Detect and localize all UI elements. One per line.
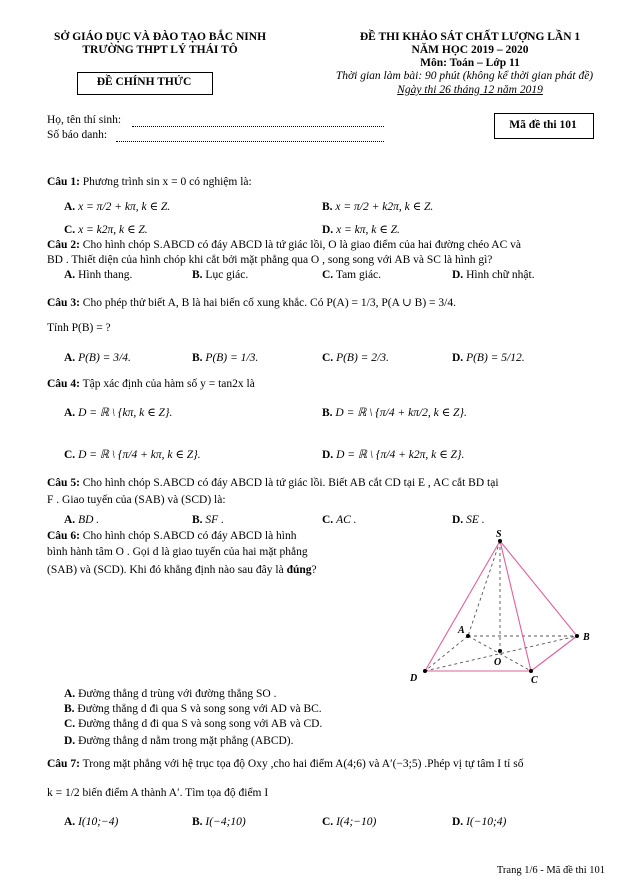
q3-ask: Tính P(B) = ?	[47, 322, 111, 334]
edge-AD	[425, 636, 468, 671]
question-3	[47, 295, 456, 309]
school-name: TRƯỜNG THPT LÝ THÁI TÔ	[82, 44, 238, 56]
q1-label: Câu 1:	[47, 176, 80, 188]
q4-label: Câu 4:	[47, 378, 80, 390]
q6-line2: bình hành tâm O . Gọi d là giao tuyến của hai mặt phẳng	[47, 546, 308, 558]
q1-option-c[interactable]: C. x = k2π, k ∈ Z.	[64, 224, 148, 236]
q6-line1: Cho hình chóp S.ABCD có đáy ABCD là hình	[82, 530, 297, 542]
q2-label: Câu 2:	[47, 239, 80, 251]
q7-line2: k = 1/2 biến điểm A thành A′. Tìm tọa độ điểm I	[47, 787, 269, 799]
q3-option-a[interactable]: A. P(B) = 3/4.	[64, 352, 131, 364]
q3-option-d[interactable]: D. P(B) = 5/12.	[452, 352, 525, 364]
q3-text: Cho phép thử biết A, B là hai biến cố xung khắc. Có P(A) = 1/3, P(A ∪ B) = 3/4.	[82, 297, 456, 309]
dept-name: SỞ GIÁO DỤC VÀ ĐÀO TẠO BẮC NINH	[53, 31, 267, 43]
q3-option-c[interactable]: C. P(B) = 2/3.	[322, 352, 389, 364]
q3-option-b[interactable]: B. P(B) = 1/3.	[192, 352, 259, 364]
subject: Môn: Toán – Lớp 11	[420, 57, 520, 69]
q4-option-c[interactable]: C. D = ℝ \ {π/4 + kπ, k ∈ Z}.	[64, 449, 201, 461]
q7-option-a[interactable]: A. I(10;−4)	[64, 816, 119, 828]
label-O: O	[494, 657, 502, 668]
point-A	[466, 634, 470, 638]
question-7	[47, 758, 523, 770]
q5-option-c[interactable]: C. AC .	[322, 514, 357, 526]
q1-text: Phương trình sin x = 0 có nghiệm là:	[82, 176, 252, 188]
q2-line2: BD . Thiết diện của hình chóp khi cắt bởi mặt phẳng qua O , song song với AB và SC là hình gì?	[47, 254, 493, 266]
q1-option-d[interactable]: D. x = kπ, k ∈ Z.	[322, 224, 400, 236]
name-label: Họ, tên thí sinh:	[47, 114, 122, 126]
label-D: D	[410, 673, 418, 684]
question-1	[47, 176, 252, 188]
q2-line1: Cho hình chóp S.ABCD có đáy ABCD là tứ giác lồi, O là giao điểm của hai đường chéo AC và	[82, 239, 522, 251]
q3-label: Câu 3:	[47, 297, 80, 309]
q6-emphasis: đúng	[286, 564, 312, 576]
q7-option-c[interactable]: C. I(4;−10)	[322, 816, 377, 828]
point-C	[529, 669, 533, 673]
exam-date: Ngày thi 26 tháng 12 năm 2019	[397, 84, 543, 96]
q1-option-a[interactable]: A. x = π/2 + kπ, k ∈ Z.	[64, 201, 171, 213]
q6-option-d[interactable]: D. Đường thẳng d nằm trong mặt phẳng (ABCD).	[64, 735, 294, 747]
q5-option-d[interactable]: D. SE .	[452, 514, 485, 526]
q6-option-a[interactable]: A. Đường thẳng d trùng với đường thẳng SO .	[64, 688, 277, 700]
q2-option-d[interactable]: D. Hình chữ nhật.	[452, 269, 535, 281]
q2-option-b[interactable]: B. Lục giác.	[192, 269, 249, 281]
id-field[interactable]	[116, 141, 384, 142]
exam-title: ĐỀ THI KHẢO SÁT CHẤT LƯỢNG LẦN 1	[359, 31, 581, 43]
q6-line3: (SAB) và (SCD). Khi đó khẳng định nào sau đây là đúng?	[47, 564, 317, 576]
q7-option-b[interactable]: B. I(−4;10)	[192, 816, 246, 828]
point-D	[423, 669, 427, 673]
question-6	[47, 530, 297, 542]
question-4	[47, 378, 255, 390]
id-label: Số báo danh:	[47, 129, 108, 141]
q5-line1: Cho hình chóp S.ABCD có đáy ABCD là tứ giác lồi. Biết AB cắt CD tại E , AC cắt BD tại	[82, 477, 499, 489]
school-year: NĂM HỌC 2019 – 2020	[411, 44, 529, 56]
q4-option-d[interactable]: D. D = ℝ \ {π/4 + k2π, k ∈ Z}.	[322, 449, 465, 461]
exam-code: Mã đề thi 101	[509, 119, 577, 131]
question-2	[47, 239, 521, 251]
official-label: ĐỀ CHÍNH THỨC	[96, 76, 192, 88]
q5-option-a[interactable]: A. BD .	[64, 514, 100, 526]
label-S: S	[496, 529, 502, 540]
q6-label: Câu 6:	[47, 530, 80, 542]
q6-option-b[interactable]: B. Đường thẳng d đi qua S và song song với AD và BC.	[64, 703, 322, 715]
q4-option-a[interactable]: A. D = ℝ \ {kπ, k ∈ Z}.	[64, 407, 173, 419]
q1-option-b[interactable]: B. x = π/2 + k2π, k ∈ Z.	[322, 201, 434, 213]
q4-option-b[interactable]: B. D = ℝ \ {π/4 + kπ/2, k ∈ Z}.	[322, 407, 467, 419]
q4-text: Tập xác định của hàm số y = tan2x là	[82, 378, 255, 390]
label-B: B	[583, 632, 590, 643]
q2-option-a[interactable]: A. Hình thang.	[64, 269, 133, 281]
label-A: A	[458, 625, 465, 636]
q7-label: Câu 7:	[47, 758, 80, 770]
q7-line1: Trong mặt phẳng với hệ trục tọa độ Oxy ,cho hai điểm A(4;6) và A′(−3;5) .Phép vị tự tâm I tỉ số	[82, 758, 524, 770]
page-footer: Trang 1/6 - Mã đề thi 101	[496, 865, 605, 876]
q5-line2: F . Giao tuyến của (SAB) và (SCD) là:	[47, 494, 226, 506]
exam-time: Thời gian làm bài: 90 phút (không kể thời gian phát đề)	[335, 70, 594, 82]
point-B	[575, 634, 579, 638]
question-5	[47, 477, 499, 489]
q5-label: Câu 5:	[47, 477, 80, 489]
point-O	[498, 649, 502, 653]
q5-option-b[interactable]: B. SF .	[192, 514, 224, 526]
label-C: C	[531, 675, 538, 686]
q6-option-c[interactable]: C. Đường thẳng d đi qua S và song song với AB và CD.	[64, 718, 323, 730]
edge-SD	[425, 541, 500, 671]
q2-option-c[interactable]: C. Tam giác.	[322, 269, 382, 281]
name-field[interactable]	[132, 126, 384, 127]
q7-option-d[interactable]: D. I(−10;4)	[452, 816, 507, 828]
pyramid-figure	[405, 528, 600, 688]
